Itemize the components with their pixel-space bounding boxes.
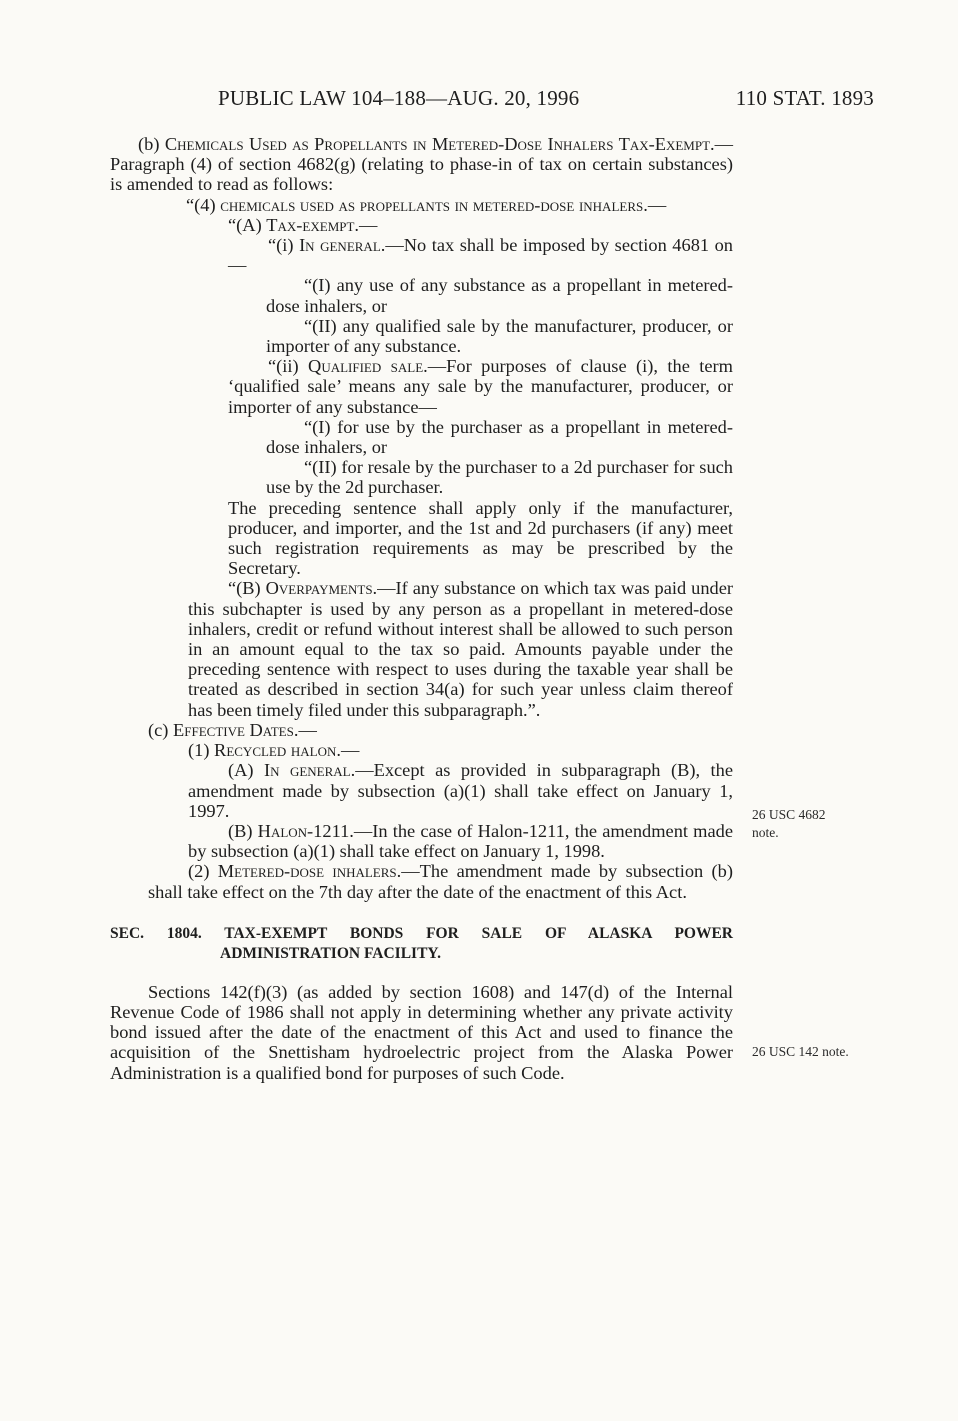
- subparagraph-B-text: —If any substance on which tax was paid under this subchapter is used by any person as a propellant in metered-dose inhalers, credit or refund without interest shall be allowed to such person in an amount equal to the tax so paid. Amounts payable under the preceding sentence with respect to uses during the taxable year shall be treated as described in section 34(a) for such year unless claim thereof has been timely filed under this subparagraph.”.: [188, 578, 733, 720]
- section-spacer-2: [110, 964, 733, 982]
- clause-i-lead: “(i): [268, 235, 300, 256]
- subparagraph-A-heading: Tax-exempt.: [266, 214, 360, 235]
- margin-note-1-line2: note.: [752, 825, 779, 840]
- clause-i-subclause-II: “(II) any qualified sale by the manufacturer, producer, or importer of any substance.: [266, 315, 733, 357]
- subparagraph-c1B-lead: (B): [228, 820, 258, 841]
- paragraph-c1: [110, 740, 733, 760]
- subparagraph-c1B-heading: Halon-1211.: [257, 820, 354, 841]
- section-1804-text: Sections 142(f)(3) (as added by section 1608) and 147(d) of the Internal Revenue Code of 1986 shall not apply in determining whether any private activity bond issued after the date of the enactment of this Act and used to finance the acquisition of the Snettisham hydroelectric project from the Alaska Power Administration is a qualified bond for purposes of such Code.: [110, 981, 733, 1083]
- clause-i-text: —No tax shall be imposed by section 4681 on—: [228, 235, 734, 276]
- paragraph-c2-text: —The amendment made by subsection (b) shall take effect on the 7th day after the date of the enactment of this Act.: [148, 861, 733, 902]
- paragraph-c2: [110, 861, 733, 901]
- clause-ii-heading: Qualified sale.: [308, 356, 428, 377]
- margin-note-1-line1: 26 USC 4682: [752, 807, 826, 822]
- paragraph-4-heading: chemicals used as propellants in metered-dose inhalers.: [220, 194, 648, 215]
- clause-i-subclause-I: “(I) any use of any substance as a propellant in metered-dose inhalers, or: [266, 275, 733, 316]
- preceding-sentence: The preceding sentence shall apply only if the manufacturer, producer, and importer, and the 1st and 2d purchasers (if any) meet such registration requirements as may be prescribed by the Secretary.: [228, 497, 733, 579]
- subsection-c-dash: —: [298, 719, 317, 740]
- subparagraph-A-dash: —: [359, 214, 378, 235]
- subparagraph-B-heading: Overpayments.: [265, 578, 378, 599]
- subparagraph-B: [110, 578, 733, 719]
- subsection-c: [110, 720, 733, 740]
- paragraph-c1-heading: Recycled halon.: [214, 740, 341, 761]
- paragraph-c2-lead: (2): [188, 861, 218, 882]
- section-1804-heading-line2: ADMINISTRATION FACILITY.: [220, 944, 442, 962]
- subsection-b-text: —Paragraph (4) of section 4682(g) (relating to phase-in of tax on certain substances) is amended to read as follows:: [110, 134, 734, 195]
- subsection-b-heading: Chemicals Used as Propellants in Metered-Dose Inhalers Tax-Exempt.: [164, 134, 715, 154]
- document-body: [110, 134, 733, 1083]
- subparagraph-c1B: [110, 821, 733, 861]
- subparagraph-c1A: [110, 760, 733, 821]
- subparagraph-c1A-heading: In general.: [263, 760, 356, 781]
- section-spacer: [110, 902, 733, 924]
- running-title: PUBLIC LAW 104–188—AUG. 20, 1996: [218, 86, 580, 110]
- section-1804-heading: [110, 924, 733, 964]
- paragraph-c1-dash: —: [340, 740, 360, 761]
- paragraph-c1-lead: (1): [188, 740, 215, 761]
- paragraph-4-lead: “(4): [186, 194, 221, 215]
- margin-note-26-usc-4682: [752, 806, 826, 842]
- subparagraph-c1B-text: —In the case of Halon-1211, the amendment made by subsection (a)(1) shall take effect on January 1, 1998.: [188, 820, 733, 862]
- clause-ii-subclause-I: “(I) for use by the purchaser as a propellant in metered-dose inhalers, or: [266, 416, 733, 458]
- margin-note-26-usc-142: [752, 1043, 849, 1061]
- paragraph-c2-heading: Metered-dose inhalers.: [217, 861, 402, 882]
- subsection-b: [110, 134, 733, 195]
- paragraph-4-dash: —: [647, 194, 667, 215]
- section-1804-heading-line1: SEC. 1804. TAX-EXEMPT BONDS FOR SALE OF ALASKA POWER: [110, 924, 733, 942]
- statute-page-number: 110 STAT. 1893: [735, 86, 874, 110]
- clause-ii: [110, 356, 733, 417]
- subparagraph-B-lead: “(B): [228, 578, 266, 599]
- clause-ii-subclause-II: “(II) for resale by the purchaser to a 2d purchaser for such use by the 2d purchaser.: [266, 457, 733, 498]
- paragraph-4: [110, 195, 733, 215]
- clause-i-heading: In general.: [299, 235, 386, 256]
- clause-i: [110, 235, 733, 275]
- page-header: [110, 86, 874, 116]
- subsection-c-lead: (c): [148, 719, 174, 740]
- subparagraph-A-lead: “(A): [228, 214, 267, 235]
- margin-note-2: 26 USC 142 note.: [752, 1044, 849, 1059]
- subsection-c-heading: Effective Dates.: [173, 719, 299, 740]
- subparagraph-c1A-lead: (A): [228, 760, 264, 781]
- clause-ii-text: —For purposes of clause (i), the term ‘qualified sale’ means any sale by the manufacturer, producer, or importer of any substance—: [228, 356, 733, 417]
- subparagraph-c1A-text: —Except as provided in subparagraph (B), the amendment made by subsection (a)(1) shall take effect on January 1, 1997.: [188, 760, 733, 821]
- subparagraph-A: [110, 215, 733, 235]
- subsection-b-lead: (b): [138, 134, 165, 154]
- clause-ii-lead: “(ii): [268, 356, 309, 377]
